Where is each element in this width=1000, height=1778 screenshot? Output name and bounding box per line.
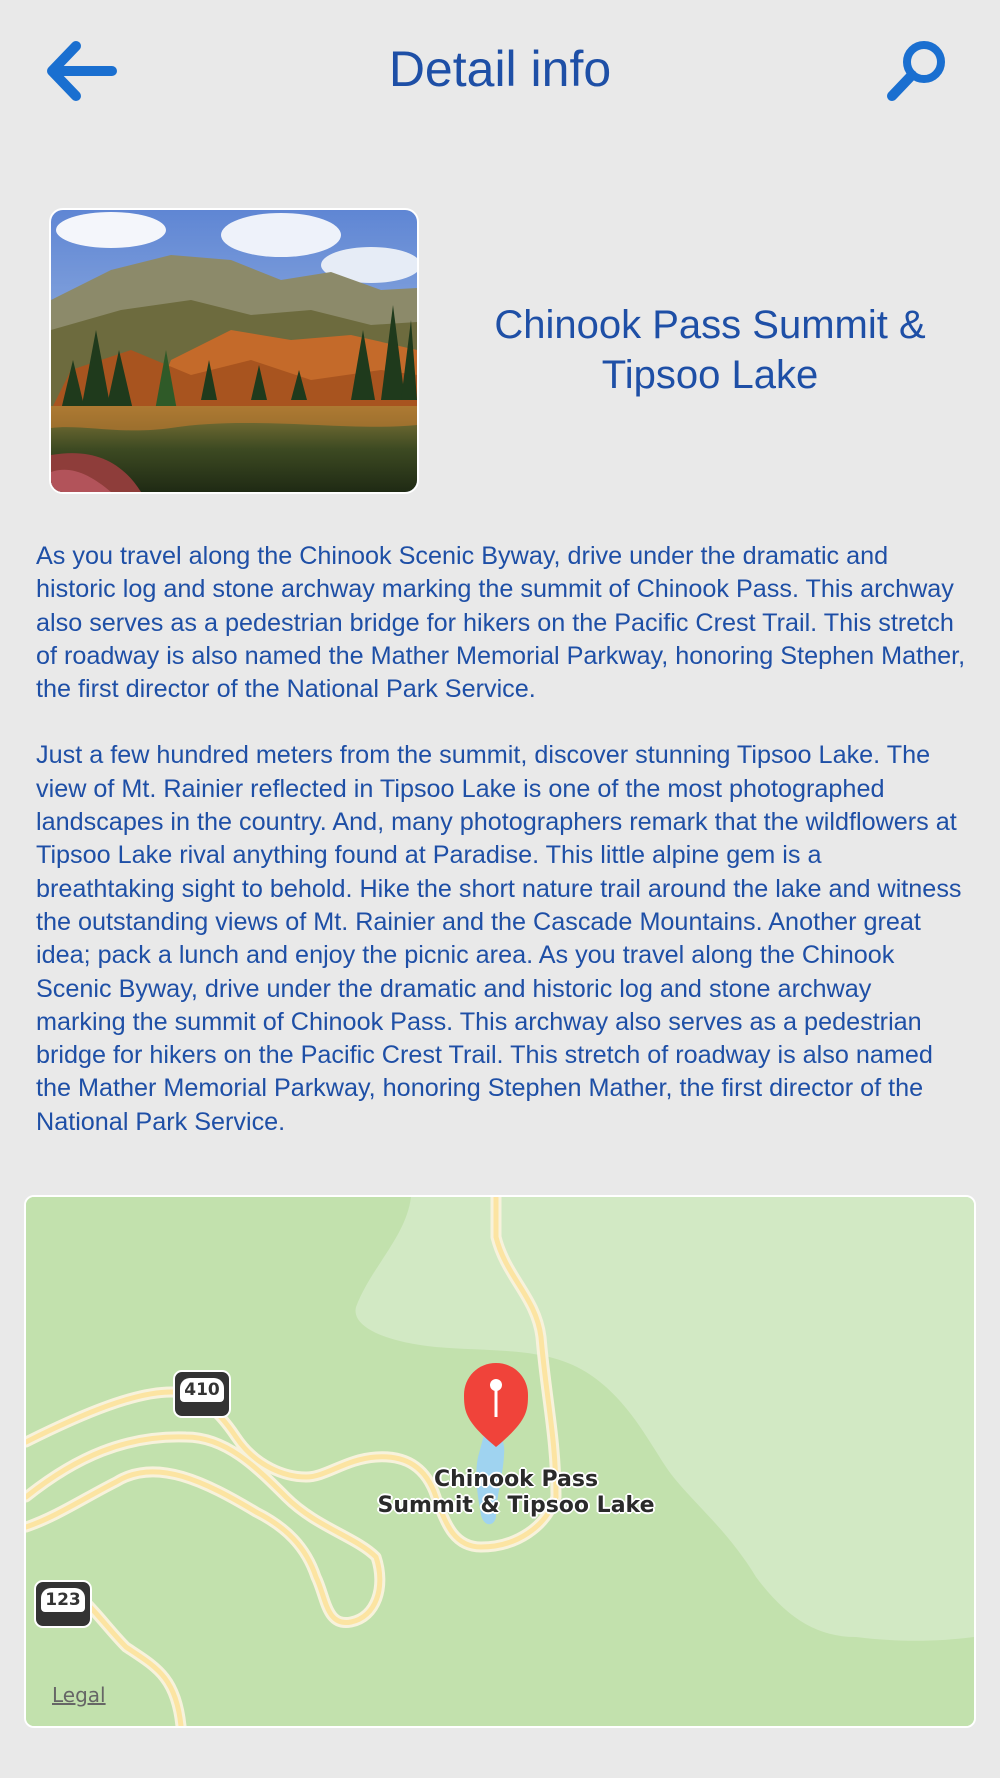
description-paragraph: Just a few hundred meters from the summit, discover stunning Tipsoo Lake. The view of Mt. Rainier reflected in Tipsoo Lake is one of the most photographed landscapes in the country. And, many photographers remark that the wildflowers at Tipsoo Lake rival anything found at Paradise. This little alpine gem is a breathtaking sight to behold. Hike the short nature trail around the lake and witness the outstanding views of Mt. Rainier and the Cascade Mountains. Another great idea; pack a lunch and enjoy the picnic area. As you travel along the Chinook Scenic Byway, drive under the dramatic and historic log and stone archway marking the summit of Chinook Pass. This archway also serves as a pedestrian bridge for hikers on the Pacific Crest Trail. This stretch of roadway is also named the Mather Memorial Parkway, honoring Stephen Mather, the first director of the National Park Service. bbox=[36, 741, 962, 1136]
header-bar bbox=[0, 0, 1000, 140]
legal-link[interactable]: Legal bbox=[52, 1683, 106, 1707]
route-123-shield bbox=[34, 1580, 92, 1628]
map-background bbox=[26, 1197, 974, 1726]
description-paragraph: As you travel along the Chinook Scenic Byway, drive under the dramatic and historic log and stone archway marking the summit of Chinook Pass. This archway also serves as a pedestrian bridge for hikers on the Pacific Crest Trail. This stretch of roadway is also named the Mather Memorial Parkway, honoring Stephen Mather, the first director of the National Park Service. bbox=[36, 542, 966, 704]
place-description bbox=[36, 540, 966, 1172]
route-123-label: 123 bbox=[41, 1588, 85, 1612]
lake-photo bbox=[51, 210, 417, 492]
search-icon bbox=[884, 38, 954, 104]
map-pin-label-line1: Chinook Pass bbox=[433, 1467, 599, 1492]
map-pin-label bbox=[336, 1467, 696, 1519]
place-photo bbox=[49, 208, 419, 494]
search-button[interactable] bbox=[884, 38, 954, 104]
map-pin-label-line2: Summit & Tipsoo Lake bbox=[377, 1493, 655, 1518]
location-map[interactable] bbox=[24, 1195, 976, 1728]
page-title: Detail info bbox=[388, 41, 612, 97]
route-410-shield bbox=[173, 1370, 231, 1418]
place-name: Chinook Pass Summit & Tipsoo Lake bbox=[494, 303, 926, 397]
route-410-label: 410 bbox=[180, 1378, 224, 1402]
